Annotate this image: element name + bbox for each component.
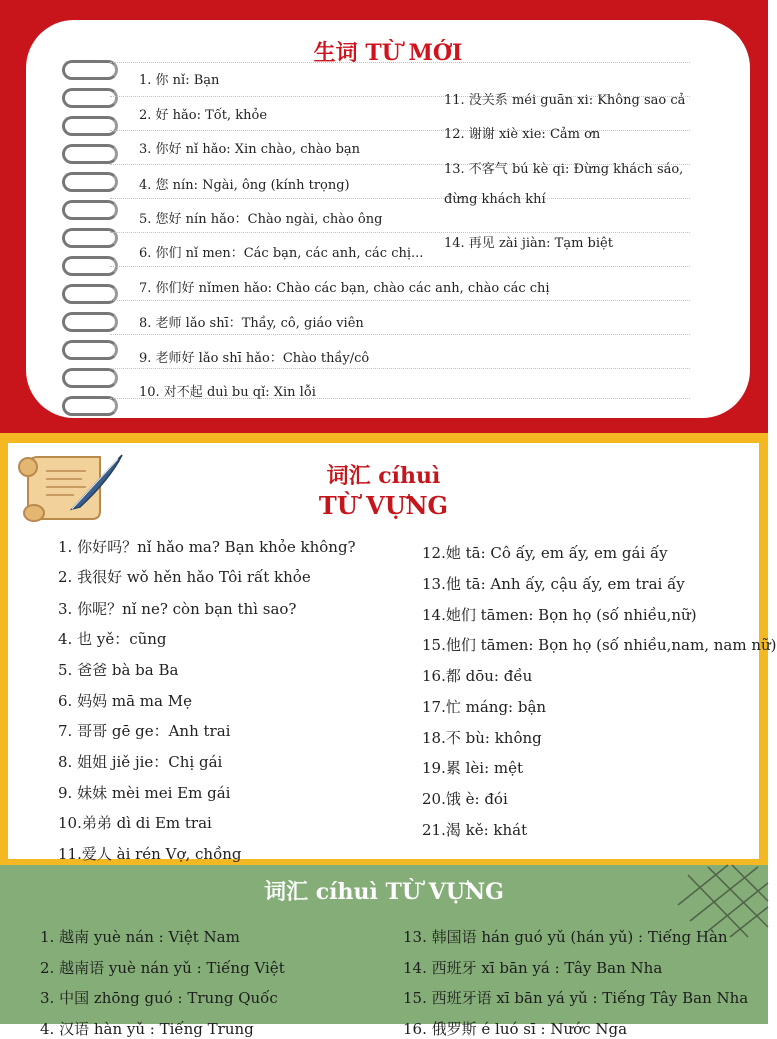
vocab-item: 8. 老师 lǎo shī：Thầy, cô, giáo viên bbox=[139, 316, 364, 331]
section-new-words bbox=[0, 0, 768, 433]
vocab-item: 1. 你 nǐ: Bạn bbox=[139, 73, 220, 88]
spiral-notebook-icon bbox=[62, 60, 114, 420]
vocab-item: 11. 没关系 méi guān xi: Không sao cả bbox=[444, 93, 686, 108]
vocab-item: 3. 你好 nǐ hǎo: Xin chào, chào bạn bbox=[139, 142, 361, 157]
vocab-item: 13. 韩国语 hán guó yǔ (hán yǔ) : Tiếng Hàn bbox=[403, 928, 728, 946]
vocab-item: 7. 哥哥 gē ge：Anh trai bbox=[58, 722, 231, 740]
vocab-item: 19.累 lèi: mệt bbox=[422, 759, 524, 777]
vocab-item: 8. 姐姐 jiě jie：Chị gái bbox=[58, 753, 223, 771]
vocab-item: 2. 越南语 yuè nán yǔ : Tiếng Việt bbox=[40, 959, 285, 977]
vocab-item: 5. 爸爸 bà ba Ba bbox=[58, 661, 179, 679]
vocabulary-card bbox=[8, 443, 777, 863]
notebook-card bbox=[26, 20, 750, 418]
vocab-item: 15. 西班牙语 xī bān yá yǔ : Tiếng Tây Ban Nha bbox=[403, 989, 749, 1007]
vocab-item: 2. 我很好 wǒ hěn hǎo Tôi rất khỏe bbox=[58, 568, 311, 586]
vocab-item: 1. 你好吗？nǐ hǎo ma? Bạn khỏe không? bbox=[58, 538, 356, 556]
vocab-item: 9. 老师好 lǎo shī hǎo：Chào thầy/cô bbox=[139, 351, 370, 366]
vocab-item: 4. 您 nín: Ngài, ông (kính trọng) bbox=[139, 178, 350, 193]
section-title: 生词 TỪ MỚI bbox=[313, 40, 463, 66]
vocab-item: 10.弟弟 dì di Em trai bbox=[58, 814, 212, 832]
vocab-item: 2. 好 hǎo: Tốt, khỏe bbox=[139, 108, 268, 123]
vocab-item: 3. 你呢？nǐ ne? còn bạn thì sao? bbox=[58, 600, 297, 618]
vocab-item: 4. 也 yě：cũng bbox=[58, 630, 167, 648]
vocab-item-continued: đừng khách khí bbox=[444, 192, 546, 207]
section-vocabulary-2 bbox=[0, 865, 768, 1038]
vocab-item: 5. 您好 nín hǎo：Chào ngài, chào ông bbox=[139, 212, 383, 227]
vocab-item: 7. 你们好 nǐmen hǎo: Chào các bạn, chào các anh, chào các chị bbox=[139, 281, 550, 296]
vocab-item: 17.忙 máng: bận bbox=[422, 698, 547, 716]
vocab-item: 14. 再见 zài jiàn: Tạm biệt bbox=[444, 236, 613, 251]
section-vocabulary-1 bbox=[0, 433, 777, 865]
vocab-item: 20.饿 è: đói bbox=[422, 790, 508, 808]
vocab-item: 9. 妹妹 mèi mei Em gái bbox=[58, 784, 231, 802]
vocab-item: 4. 汉语 hàn yǔ : Tiếng Trung bbox=[40, 1020, 254, 1038]
vocab-item: 11.爱人 ài rén Vợ, chồng bbox=[58, 845, 242, 863]
vocab-item: 12.她 tā: Cô ấy, em ấy, em gái ấy bbox=[422, 544, 668, 562]
section-title-vietnamese: TỪ VỰNG bbox=[318, 491, 449, 520]
vocab-item: 15.他们 tāmen: Bọn họ (số nhiều,nam, nam nữ) bbox=[422, 636, 777, 654]
section-title-chinese: 词汇 cíhuì bbox=[326, 463, 441, 489]
vocab-item: 13.他 tā: Anh ấy, cậu ấy, em trai ấy bbox=[422, 575, 685, 593]
vocab-item: 16. 俄罗斯 é luó sī : Nước Nga bbox=[403, 1020, 628, 1038]
vocab-item: 13. 不客气 bú kè qi: Đừng khách sáo, bbox=[444, 162, 684, 177]
vocab-item: 12. 谢谢 xiè xie: Cảm ơn bbox=[444, 127, 601, 142]
vocab-item: 18.不 bù: không bbox=[422, 729, 542, 747]
vocab-item: 21.渴 kě: khát bbox=[422, 821, 528, 839]
vocab-item: 1. 越南 yuè nán : Việt Nam bbox=[40, 928, 240, 946]
vocab-item: 14. 西班牙 xī bān yá : Tây Ban Nha bbox=[403, 959, 663, 977]
vocab-item: 16.都 dōu: đều bbox=[422, 667, 533, 685]
vocab-item: 14.她们 tāmen: Bọn họ (số nhiều,nữ) bbox=[422, 606, 697, 624]
section-title: 词汇 cíhuì TỪ VỰNG bbox=[264, 879, 504, 905]
vocab-item: 10. 对不起 duì bu qǐ: Xin lỗi bbox=[139, 385, 316, 400]
vocab-item: 3. 中国 zhōng guó : Trung Quốc bbox=[40, 989, 278, 1007]
vocab-item: 6. 妈妈 mā ma Mẹ bbox=[58, 692, 192, 710]
vocab-item: 6. 你们 nǐ men：Các bạn, các anh, các chị... bbox=[139, 246, 424, 261]
